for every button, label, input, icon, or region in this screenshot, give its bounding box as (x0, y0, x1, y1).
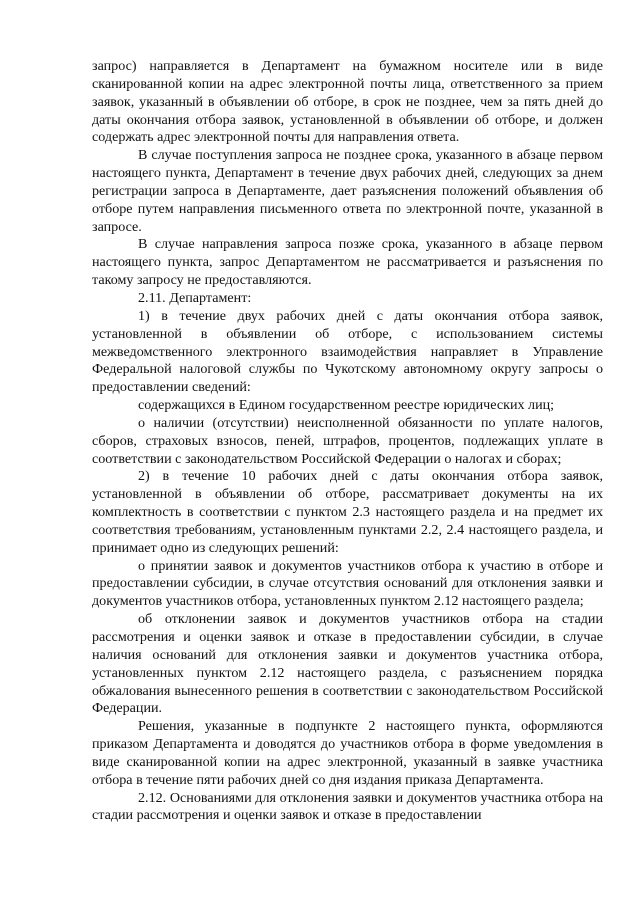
paragraph-request-submission: запрос) направляется в Департамент на бумажном носителе или в виде сканированной копии на адрес электронной почты лица, ответственного за прием заявок, указанный в объявлении об отборе, в срок не позднее, чем за пять дней до даты окончания отбора заявок, установленной в объявлении об отборе, и должен содержать адрес электронной почты для направления ответа. (92, 58, 603, 146)
paragraph-clause-2-12: 2.12. Основаниями для отклонения заявки и документов участника отбора на стадии рассмотрения и оценки заявок и отказе в предоставлении (92, 789, 603, 824)
paragraph-subclause-1: 1) в течение двух рабочих дней с даты окончания отбора заявок, установленной в объявлении об отборе, с использованием системы межведомственного электронного взаимодействия направляет в Управление Федеральной налоговой службы по Чукотскому автономному округу запросы о предоставлении сведений: (92, 307, 603, 396)
paragraph-clause-2-11-heading: 2.11. Департамент: (138, 289, 252, 306)
paragraph-subclause-2: 2) в течение 10 рабочих дней с даты окончания отбора заявок, установленной в объявлении об отборе, рассматривает документы на их комплектность в соответствии с пунктом 2.3 настоящего раздела и на предмет их соответствия требованиям, установленным пунктами 2.2, 2.4 настоящего раздела, и принимает одно из следующих решений: (92, 468, 603, 556)
paragraph-decision-notification: Решения, указанные в подпункте 2 настоящего пункта, оформляются приказом Департамента и доводятся до участников отбора в форме уведомления в виде сканированной копии на адрес электронной, указанный в заявке участника отбора в течение пяти рабочих дней со дня издания приказа Департамента. (92, 718, 603, 788)
paragraph-egrul-info: содержащихся в Едином государственном реестре юридических лиц; (138, 397, 555, 414)
paragraph-timely-request: В случае поступления запроса не позднее срока, указанного в абзаце первом настоящего пункта, Департамент в течение двух рабочих дней, следующих за днем регистрации запроса в Департаменте, дает разъяснения положений объявления об отборе путем направления письменного ответа по электронной почте, указанной в запросе. (92, 147, 603, 235)
paragraph-acceptance-decision: о принятии заявок и документов участников отбора к участию в отборе и предоставлении субсидии, в случае отсутствия оснований для отклонения заявки и документов участников отбора, установленных пунктом 2.12 настоящего раздела; (92, 557, 603, 610)
paragraph-tax-debt-info: о наличии (отсутствии) неисполненной обязанности по уплате налогов, сборов, страховых взносов, пеней, штрафов, процентов, подлежащих уплате в соответствии с законодательством Российской Федерации о налогах и сборах; (92, 414, 603, 467)
paragraph-late-request: В случае направления запроса позже срока, указанного в абзаце первом настоящего пункта, запрос Департаментом не рассматривается и разъяснения по такому запросу не предоставляются. (92, 236, 603, 289)
paragraph-rejection-decision: об отклонении заявок и документов участников отбора на стадии рассмотрения и оценки заявок и отказе в предоставлении субсидии, в случае наличия оснований для отклонения заявки и документов участника отбора, установленных пунктом 2.12 настоящего раздела, с разъяснением порядка обжалования вынесенного решения в соответствии с законодательством Российской Федерации. (92, 611, 603, 717)
document-page (92, 58, 603, 825)
